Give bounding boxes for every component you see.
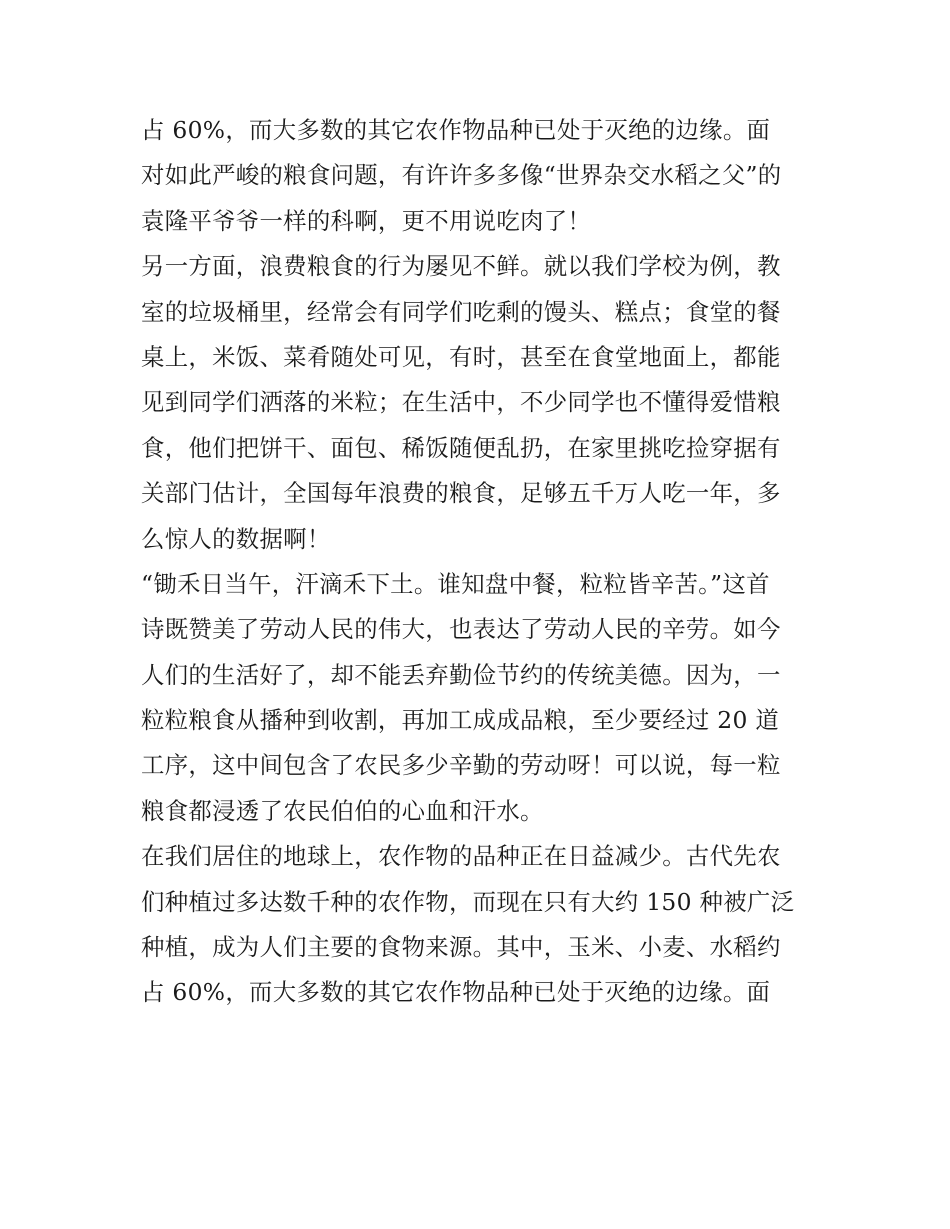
text-line-15: 工序，这中间包含了农民多少辛勤的劳动呀！可以说，每一粒: [141, 751, 781, 780]
text-line-8: 食，他们把饼干、面包、稀饭随便乱扔，在家里挑吃捡穿据有: [141, 433, 781, 462]
text-line-19: 种植，成为人们主要的食物来源。其中，玉米、小麦、水稻约: [141, 933, 781, 962]
text-line-6: 桌上，米饭、菜肴随处可见，有时，甚至在食堂地面上，都能: [141, 342, 781, 371]
text-line-10: 么惊人的数据啊！: [141, 524, 331, 553]
text-line-2: 对如此严峻的粮食问题，有许许多多像“世界杂交水稻之父”的: [141, 161, 782, 190]
text-line-11: “锄禾日当午，汗滴禾下土。谁知盘中餐，粒粒皆辛苦。”这首: [141, 569, 770, 598]
text-line-17: 在我们居住的地球上，农作物的品种正在日益减少。古代先农: [141, 842, 781, 871]
text-line-13: 人们的生活好了，却不能丢弃勤俭节约的传统美德。因为，一: [141, 660, 781, 689]
text-line-14: 粒粒粮食从播种到收割，再加工成成品粮，至少要经过 20 道: [141, 706, 780, 735]
text-line-16: 粮食都浸透了农民伯伯的心血和汗水。: [141, 796, 544, 825]
text-line-7: 见到同学们洒落的米粒；在生活中，不少同学也不懂得爱惜粮: [141, 388, 781, 417]
text-line-20: 占 60%，而大多数的其它农作物品种已处于灭绝的边缘。面: [141, 978, 771, 1007]
text-line-18: 们种植过多达数千种的农作物，而现在只有大约 150 种被广泛: [141, 887, 795, 916]
text-line-4: 另一方面，浪费粮食的行为屡见不鲜。就以我们学校为例，教: [141, 252, 781, 281]
document-body: [141, 108, 821, 1016]
text-line-9: 关部门估计，全国每年浪费的粮食，足够五千万人吃一年，多: [141, 479, 781, 508]
text-line-3: 袁隆平爷爷一样的科啊，更不用说吃肉了！: [141, 206, 592, 235]
text-line-12: 诗既赞美了劳动人民的伟大，也表达了劳动人民的辛劳。如今: [141, 615, 781, 644]
text-line-1: 占 60%，而大多数的其它农作物品种已处于灭绝的边缘。面: [141, 116, 771, 144]
text-line-5: 室的垃圾桶里，经常会有同学们吃剩的馒头、糕点；食堂的餐: [141, 297, 781, 326]
